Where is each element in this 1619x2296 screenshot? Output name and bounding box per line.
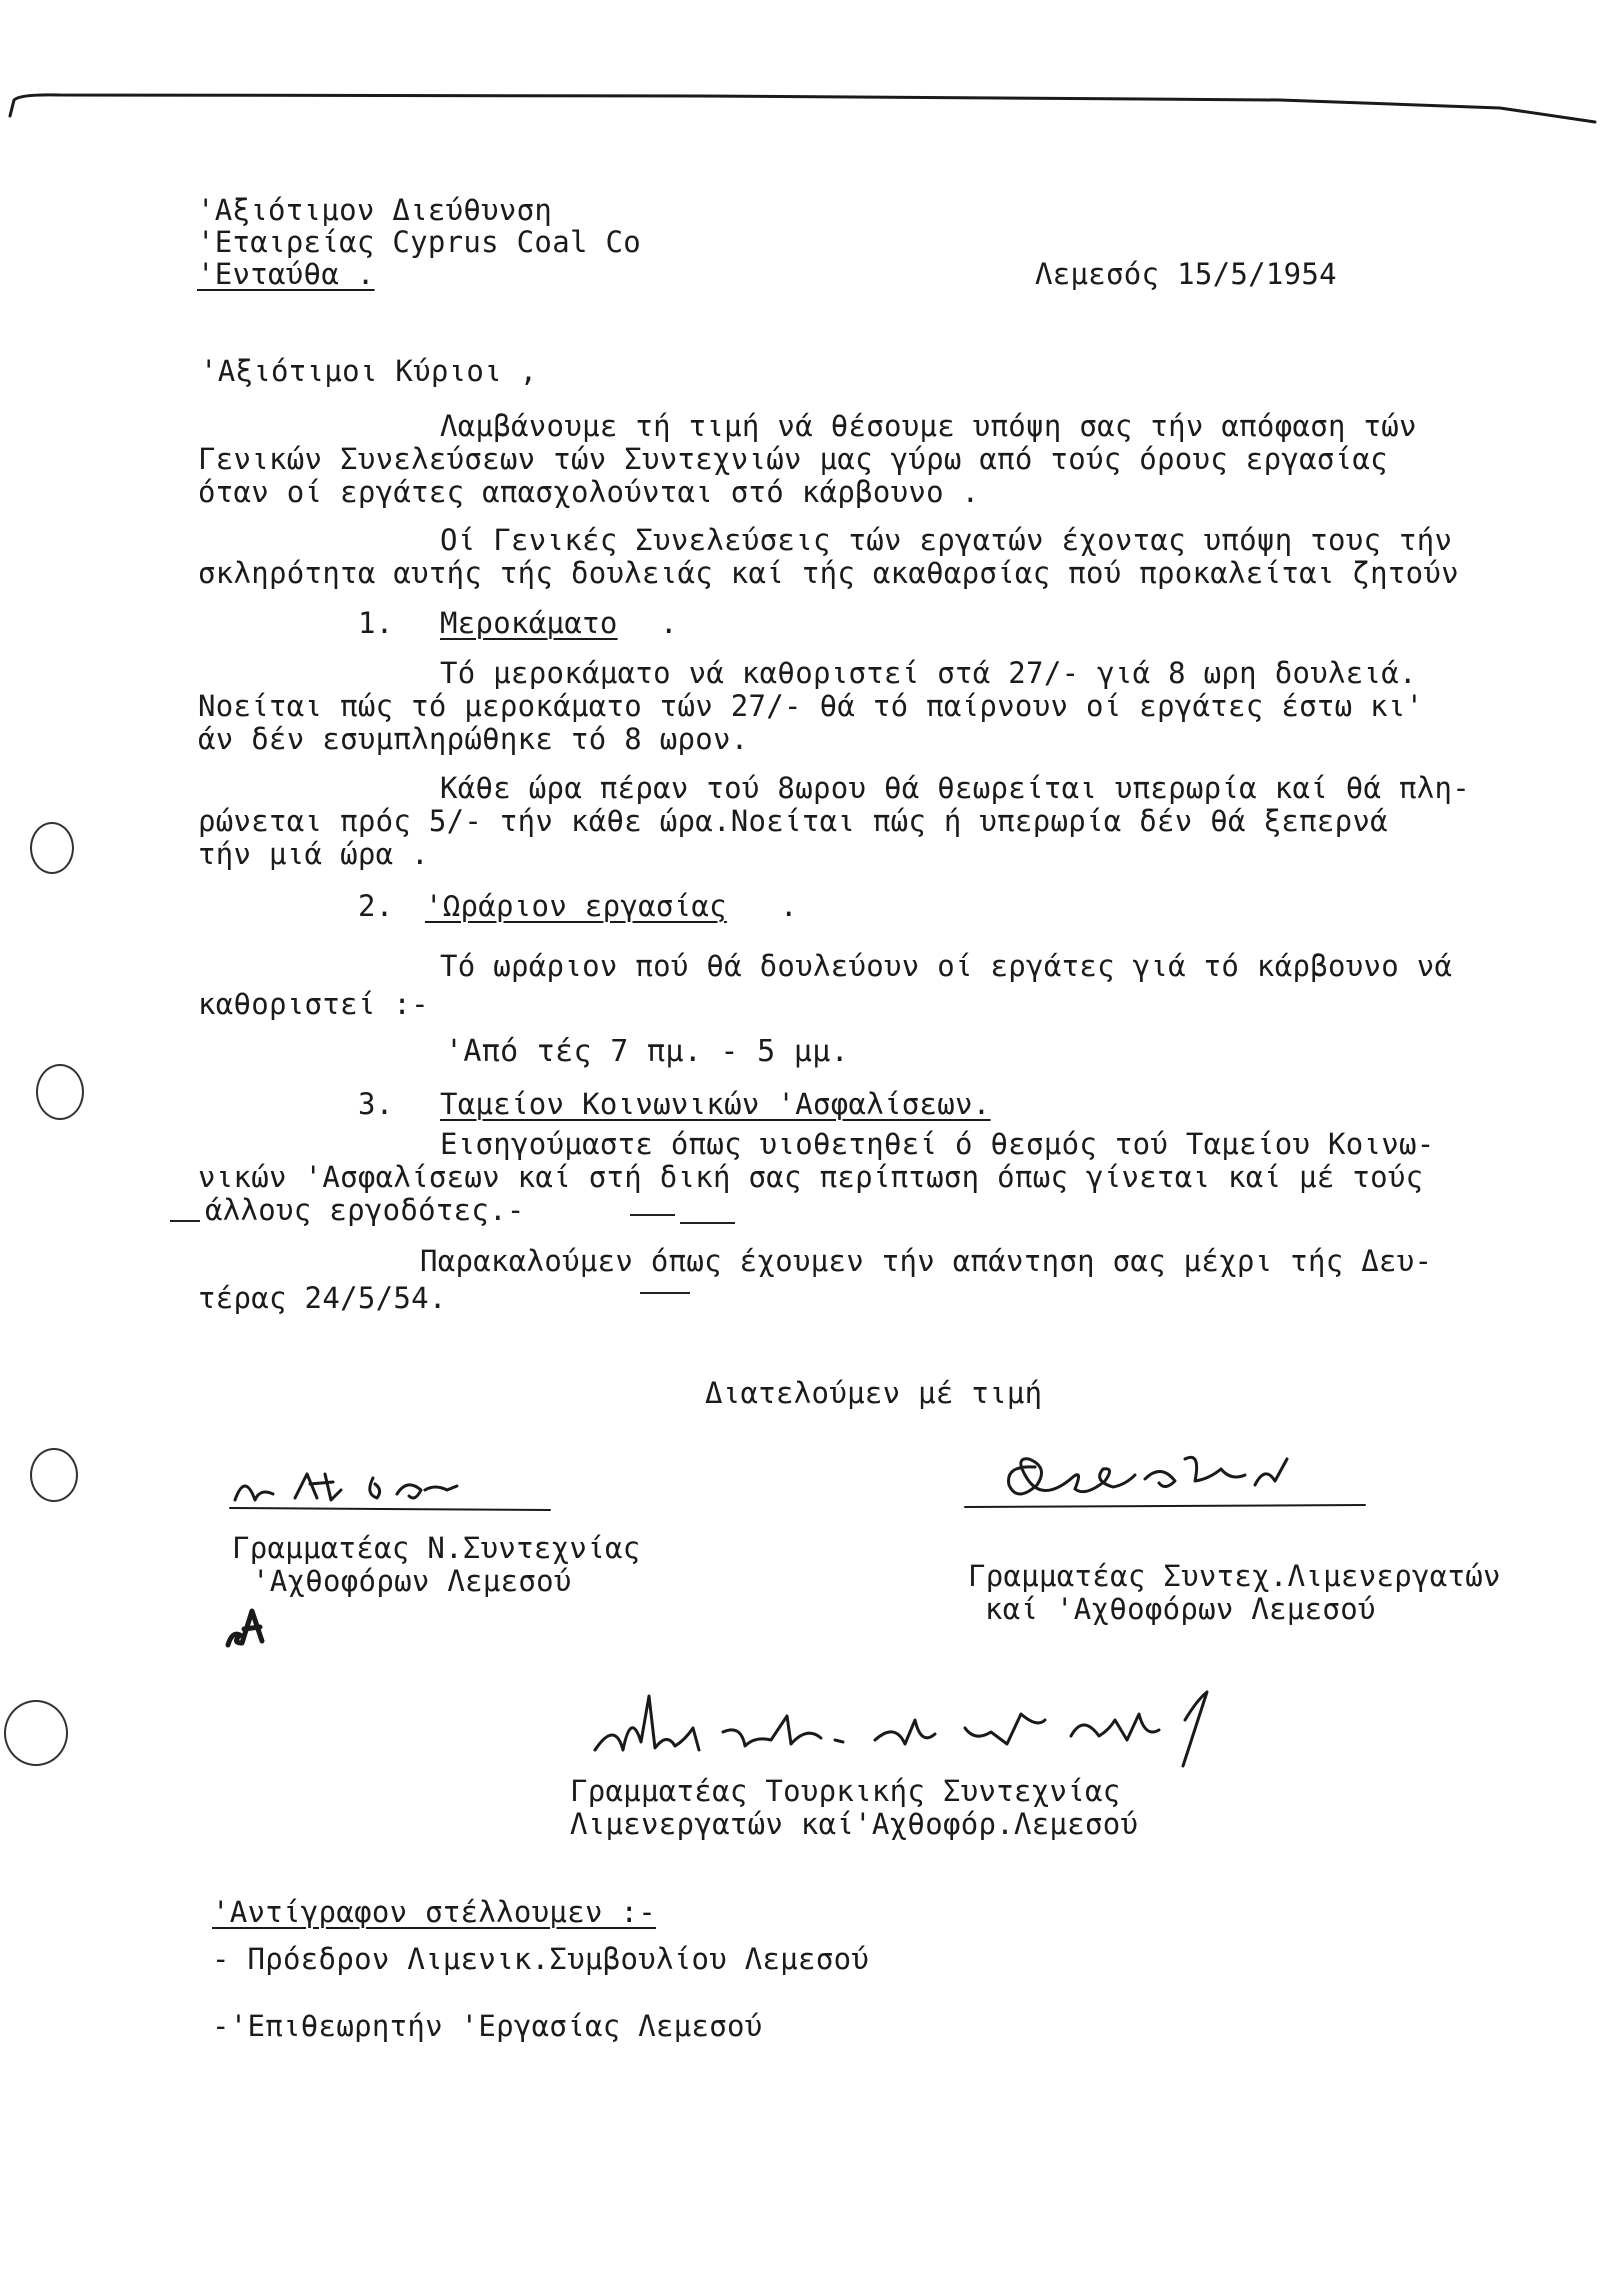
intro-line: όταν οί εργάτες απασχολούνται στό κάρβουνο . — [198, 475, 980, 509]
closing-request-line: Παρακαλούμεν όπως έχουμεν τήν απάντηση σας μέχρι τής Δευ- — [420, 1244, 1433, 1278]
section-1-title-tail: . — [660, 606, 678, 640]
recipient-line-3: 'Ενταύθα . — [197, 257, 375, 291]
center-signatory-line: Λιμενεργατών καί'Αχθοφόρ.Λεμεσού — [570, 1807, 1139, 1841]
intro-line: Γενικών Συνελεύσεων τών Συντεχνιών μας γύρω από τούς όρους εργασίας — [198, 442, 1388, 476]
dash-rule — [170, 1220, 200, 1222]
dash-rule — [680, 1222, 735, 1224]
page-edge-line — [0, 86, 1619, 126]
section-3-line: άλλους εργοδότες.- — [205, 1193, 525, 1227]
ink-mark — [218, 1605, 278, 1655]
copy-recipient: - Πρόεδρον Λιμενικ.Συμβουλίου Λεμεσού — [212, 1942, 870, 1976]
section-1-line: ρώνεται πρός 5/- τήν κάθε ώρα.Νοείται πώς ή υπερωρία δέν θά ξεπερνά — [198, 804, 1388, 838]
section-1-line: Νοείται πώς τό μεροκάματο τών 27/- θά τό παίρνουν οί εργάτες έστω κι' — [198, 689, 1424, 723]
punch-hole — [36, 1064, 84, 1120]
intro-line: Λαμβάνουμε τή τιμή νά θέσουμε υπόψη σας τήν απόφαση τών — [440, 409, 1417, 443]
left-signatory-line: 'Αχθοφόρων Λεμεσού — [252, 1564, 572, 1598]
center-signatory-line: Γραμματέας Τουρκικής Συντεχνίας — [570, 1774, 1121, 1808]
dash-rule — [640, 1292, 690, 1294]
section-1-line: Κάθε ώρα πέραν τού 8ωρου θά θεωρείται υπερωρία καί θά πλη- — [440, 771, 1471, 805]
section-1-line: Τό μεροκάματο νά καθοριστεί στά 27/- γιά 8 ωρη δουλειά. — [440, 656, 1417, 690]
section-2-line: Τό ωράριον πού θά δουλεύουν οί εργάτες γιά τό κάρβουνο νά — [440, 949, 1453, 983]
dash-rule — [630, 1214, 675, 1216]
intro2-line: σκληρότητα αυτής τής δουλειάς καί τής ακαθαρσίας πού προκαλείται ζητούν — [198, 556, 1459, 590]
left-signatory-line: Γραμματέας Ν.Συντεχνίας — [232, 1531, 641, 1565]
center-signature — [575, 1680, 1265, 1770]
right-signatory-line: Γραμματέας Συντεχ.Λιμενεργατών — [968, 1559, 1501, 1593]
section-1-number: 1. — [358, 606, 394, 640]
place-date: Λεμεσός 15/5/1954 — [1035, 257, 1337, 291]
section-1-title: Μεροκάματο — [440, 606, 618, 640]
closing-request-line: τέρας 24/5/54. — [198, 1281, 447, 1315]
section-1-line: τήν μιά ώρα . — [198, 837, 429, 871]
punch-hole — [30, 1448, 78, 1502]
section-2-title: 'Ωράριον εργασίας — [425, 889, 727, 923]
copies-heading: 'Αντίγραφον στέλλουμεν :- — [212, 1895, 656, 1929]
right-signatory-line: καί 'Αχθοφόρων Λεμεσού — [985, 1592, 1376, 1626]
section-3-line: νικών 'Ασφαλίσεων καί στή δική σας περίπτωση όπως γίνεται καί μέ τούς — [198, 1160, 1424, 1194]
punch-hole — [4, 1700, 68, 1766]
salutation: 'Αξιότιμοι Κύριοι , — [200, 354, 538, 388]
section-3-line: Εισηγούμαστε όπως υιοθετηθεί ό θεσμός τού Ταμείου Κοινω- — [440, 1127, 1435, 1161]
section-1-line: άν δέν εσυμπληρώθηκε τό 8 ωρον. — [198, 722, 749, 756]
section-3-title: Ταμείον Κοινωνικών 'Ασφαλίσεων. — [440, 1087, 991, 1121]
punch-hole — [30, 822, 74, 874]
copy-recipient: -'Επιθεωρητήν 'Εργασίας Λεμεσού — [212, 2009, 763, 2043]
section-3-number: 3. — [358, 1087, 394, 1121]
section-2-line: καθοριστεί :- — [198, 987, 429, 1021]
valediction: Διατελούμεν μέ τιμή — [705, 1376, 1043, 1410]
left-signature — [225, 1460, 555, 1520]
section-2-number: 2. — [358, 889, 394, 923]
right-signature — [965, 1445, 1385, 1515]
recipient-line-1: 'Αξιότιμον Διεύθυνση — [197, 193, 553, 227]
intro2-line: Οί Γενικές Συνελεύσεις τών εργατών έχοντας υπόψη τους τήν — [440, 523, 1453, 557]
recipient-line-2: 'Εταιρείας Cyprus Coal Co — [197, 225, 641, 259]
section-2-title-tail: . — [780, 889, 798, 923]
section-2-hours: 'Από τές 7 πμ. - 5 μμ. — [445, 1034, 849, 1069]
